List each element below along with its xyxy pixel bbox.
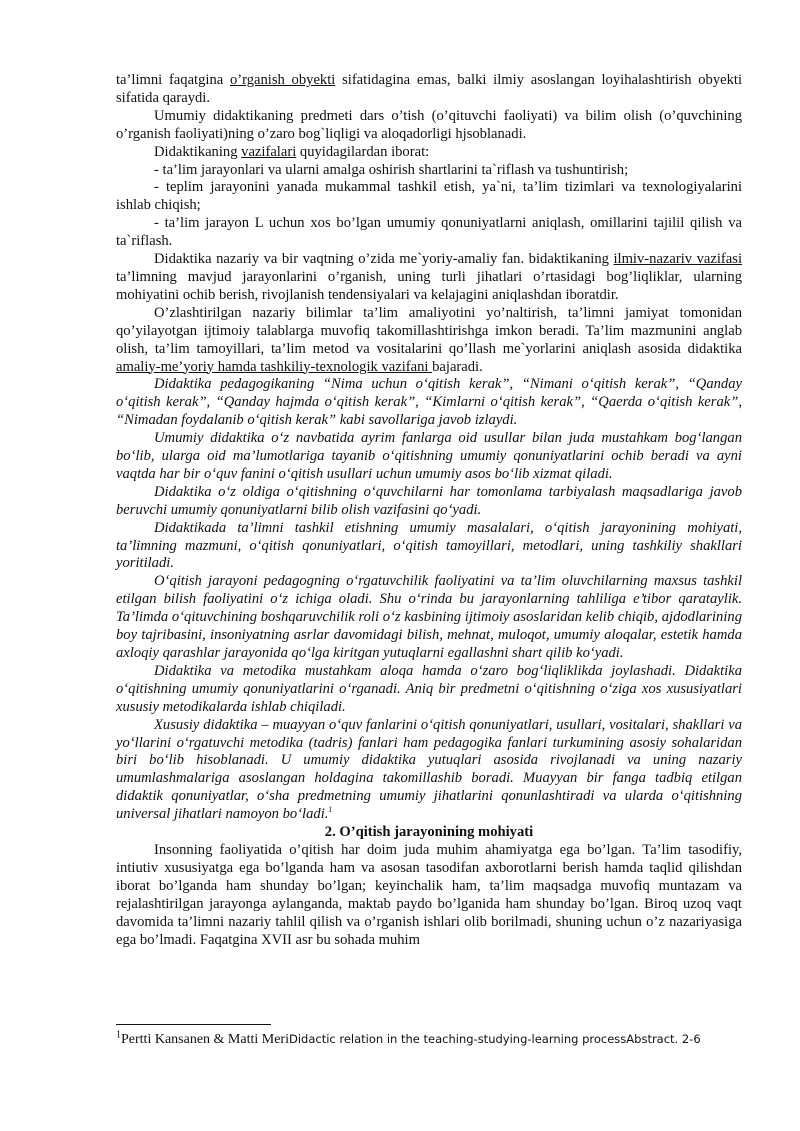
text-run: quyidagilardan iborat: [296,143,430,160]
text-run: bajaradi. [432,358,483,375]
paragraph [116,376,742,430]
text-run: - ta’lim jarayon L uchun xos bo’lgan umumiy qonuniyatlarni aniqlash, omillarini tajilil qilish va ta`riflash. [116,215,742,250]
underlined-term: amaliy-me’yoriy hamda tashkiliy-texnologik vazifani [116,358,433,375]
paragraph [116,162,742,180]
text-run: Didaktikaning [154,143,242,160]
paragraph [116,305,742,377]
underlined-term: o’rganish obyekti [229,72,336,88]
footnote-source: Didactic relation in the teaching-studying-learning processAbstract. 2-6 [288,1032,701,1046]
footnote-reference: 1 [328,805,333,815]
text-run: - ta’lim jarayonlari va ularni amalga oshirish shartlarini ta`riflash va tushuntirish; [154,161,629,178]
paragraph: Insonning faoliyatida o’qitish har doim juda muhim ahamiyatga ega bo’lgan. Ta’lim tasodifiy, intiutiv xususiyatga ega bo’lganda ham va asosan tasodifan axborotlarni berish hamda taqlid qilishdan iborat bo’lganda ham shunday bo’lgan; keyinchalik ham, ta’lim maqsadga muvofiq muntazam va rejalashtirilgan jarayonga aylanganda, maktab paydo bo’lganida ham shunday bo’lgan. Biroq uzoq vaqt davomida ta’limni nazariy tahlil qilish va o’rganish ishlari olib borilmadi, shuning uchun o’z nazariyasiga ega bo’lmadi. Faqatgina XVII asr bu sohada muhim [116,841,742,948]
text-run: ta’limning mavjud jarayonlarini o’rganish, uning turli jihatlari o’rtasidagi bog’liqliklar, ularning mohiyatini ochib berish, rivojlanish tendensiyalari va kelajagini aniqlashdan iboratdir. [116,268,742,303]
paragraph [116,573,742,663]
paragraph [116,717,742,824]
paragraph [116,144,742,162]
paragraph [116,108,742,144]
paragraph [116,520,742,574]
text-run: Umumiy didaktikaning predmeti dars o’tish (o’qituvchi faoliyati) va bilim olish (o’quvchining o’rganish faoliyati)ning o’zaro bog`liqligi va aloqadorligi hjsoblanadi. [116,107,742,142]
text-run: Didaktika va metodika mustahkam aloqa hamda o‘zaro bog‘liqliklikda joylashadi. Didaktika o‘qitishning umumiy qonuniyatlarini o‘rganadi. Aniq bir predmetni o‘qitishning o‘ziga xos xususiyatlari xususiy metodikalarda ishlab chiqiladi. [116,662,742,715]
footnote-number: 1 [116,1029,121,1041]
text-run: Xususiy didaktika – muayyan o‘quv fanlarini o‘qitish qonuniyatlari, usullari, vositalari, shakllari va yo‘llarini o‘rgatuvchi metodika (tadris) fanlari ham pedagogika fanlari turkumining asosiy sohalaridan biri bo‘lib hisoblanadi. U umumiy didaktika yutuqlari asosida rivojlanadi va uning nazariy umumlashmalariga asoslangan holdagina takomillashib boradi. Muayyan bir fanga tadbiq etilgan didaktik qonuniyatlar, o‘sha predmetning umumiy jihatlarini qonunlashtiradi va ularda o‘qitishning universal jihatlari namoyon bo‘ladi. [116,716,742,823]
paragraph [116,430,742,484]
text-run: Didaktika nazariy va bir vaqtning o’zida me`yoriy-amaliy fan. bidaktikaning [154,251,614,268]
text-run: O‘qitish jarayoni pedagogning o‘rgatuvchilik faoliyatini va ta’lim oluvchilarning maxsus tashkil etilgan bilish faoliyatini o‘z ichiga oladi. Shu o‘rinda bu jarayonlarning tahliliga e’tibor qarataylik. Ta’limda o‘qituvchining boshqaruvchilik roli o‘z kasbining ijtimoiy asoslaridan kelib chiqib, ajdodlarining boy tajribasini, insoniyatning asrlar davomidagi bilish, mehnat, muloqot, umumiy aloqalar, estetik hamda axloqiy qarashlar jarayonida qo‘lga kiritgan yutuqlarni egallashni shart qilib ko‘yadi. [116,573,742,661]
paragraph [116,179,742,215]
body-text [116,72,742,949]
paragraph [116,72,742,108]
text-run: Didaktika o‘z oldiga o‘qitishning o‘quvchilarni har tomonlama tarbiyalash maqsadlariga javob beruvchi umumiy qonuniyatlarni bilib olish vazifasini qo‘yadi. [116,483,742,518]
text-run: ta’limni faqatgina [116,72,230,88]
paragraph [116,251,742,305]
text-run: O’zlashtirilgan nazariy bilimlar ta’lim amaliyotini yo’naltirish, ta’limni jamiyat tomonidan qo’yilayotgan ijtimoiy talablarga muvofiq takomillashtirishga imkon beradi. Ta’lim mazmunini anglab olish, ta’lim tamoyillari, ta’lim metod va vositalarini qo’llash me`yorlarini aniqlash asosida didaktika [116,304,742,357]
text-run: - teplim jarayonini yanada mukammal tashkil etish, ya`ni, ta’lim tizimlari va texnologiyalarini ishlab chiqish; [116,179,742,214]
footnote-separator [116,1024,271,1025]
text-run: Didaktikada ta’limni tashkil etishning umumiy masalalari, o‘qitish jarayonining mohiyati, ta’limning mazmuni, o‘qitish qonuniyatlari, o‘qitish tamoyillari, metodlari, uning tashkiliy shakllari yoritiladi. [116,519,742,572]
section-heading: 2. O’qitish jarayonining mohiyati [324,824,534,841]
text-run: Umumiy didaktika o‘z navbatida ayrim fanlarga oid usullar bilan juda mustahkam bog‘langan bo‘lib, ularga oid ma’lumotlariga tayanib o‘qitishning umumiy qonuniyatlarini ochib beradi va ayni vaqtda har bir o‘quv fanini o‘qitish usullari uchun umumiy asos bo‘lib xizmat qiladi. [116,430,742,482]
footnote [116,1030,756,1049]
footnote-authors: Pertti Kansanen & Matti Meri [121,1032,289,1047]
underlined-term: ilmiv-nazariv vazifasi [613,251,742,268]
text-run: sifatidagina emas, balki ilmiy asoslangan loyihalashtirish obyekti sifatida qaraydi. [116,72,742,106]
paragraph [116,663,742,717]
underlined-term: vazifalari [241,143,297,160]
paragraph [116,484,742,520]
text-run: Didaktika pedagogikaning “Nima uchun o‘qitish kerak”, “Nimani o‘qitish kerak”, “Qanday o‘qitish kerak”, “Qanday hajmda o‘qitish kerak”, “Kimlarni o‘qitish kerak”, “Qaerda o‘qitish kerak”, “Nimadan foydalanib o‘qitish kerak” kabi savollariga javob izlaydi. [116,376,742,429]
paragraph [116,215,742,251]
